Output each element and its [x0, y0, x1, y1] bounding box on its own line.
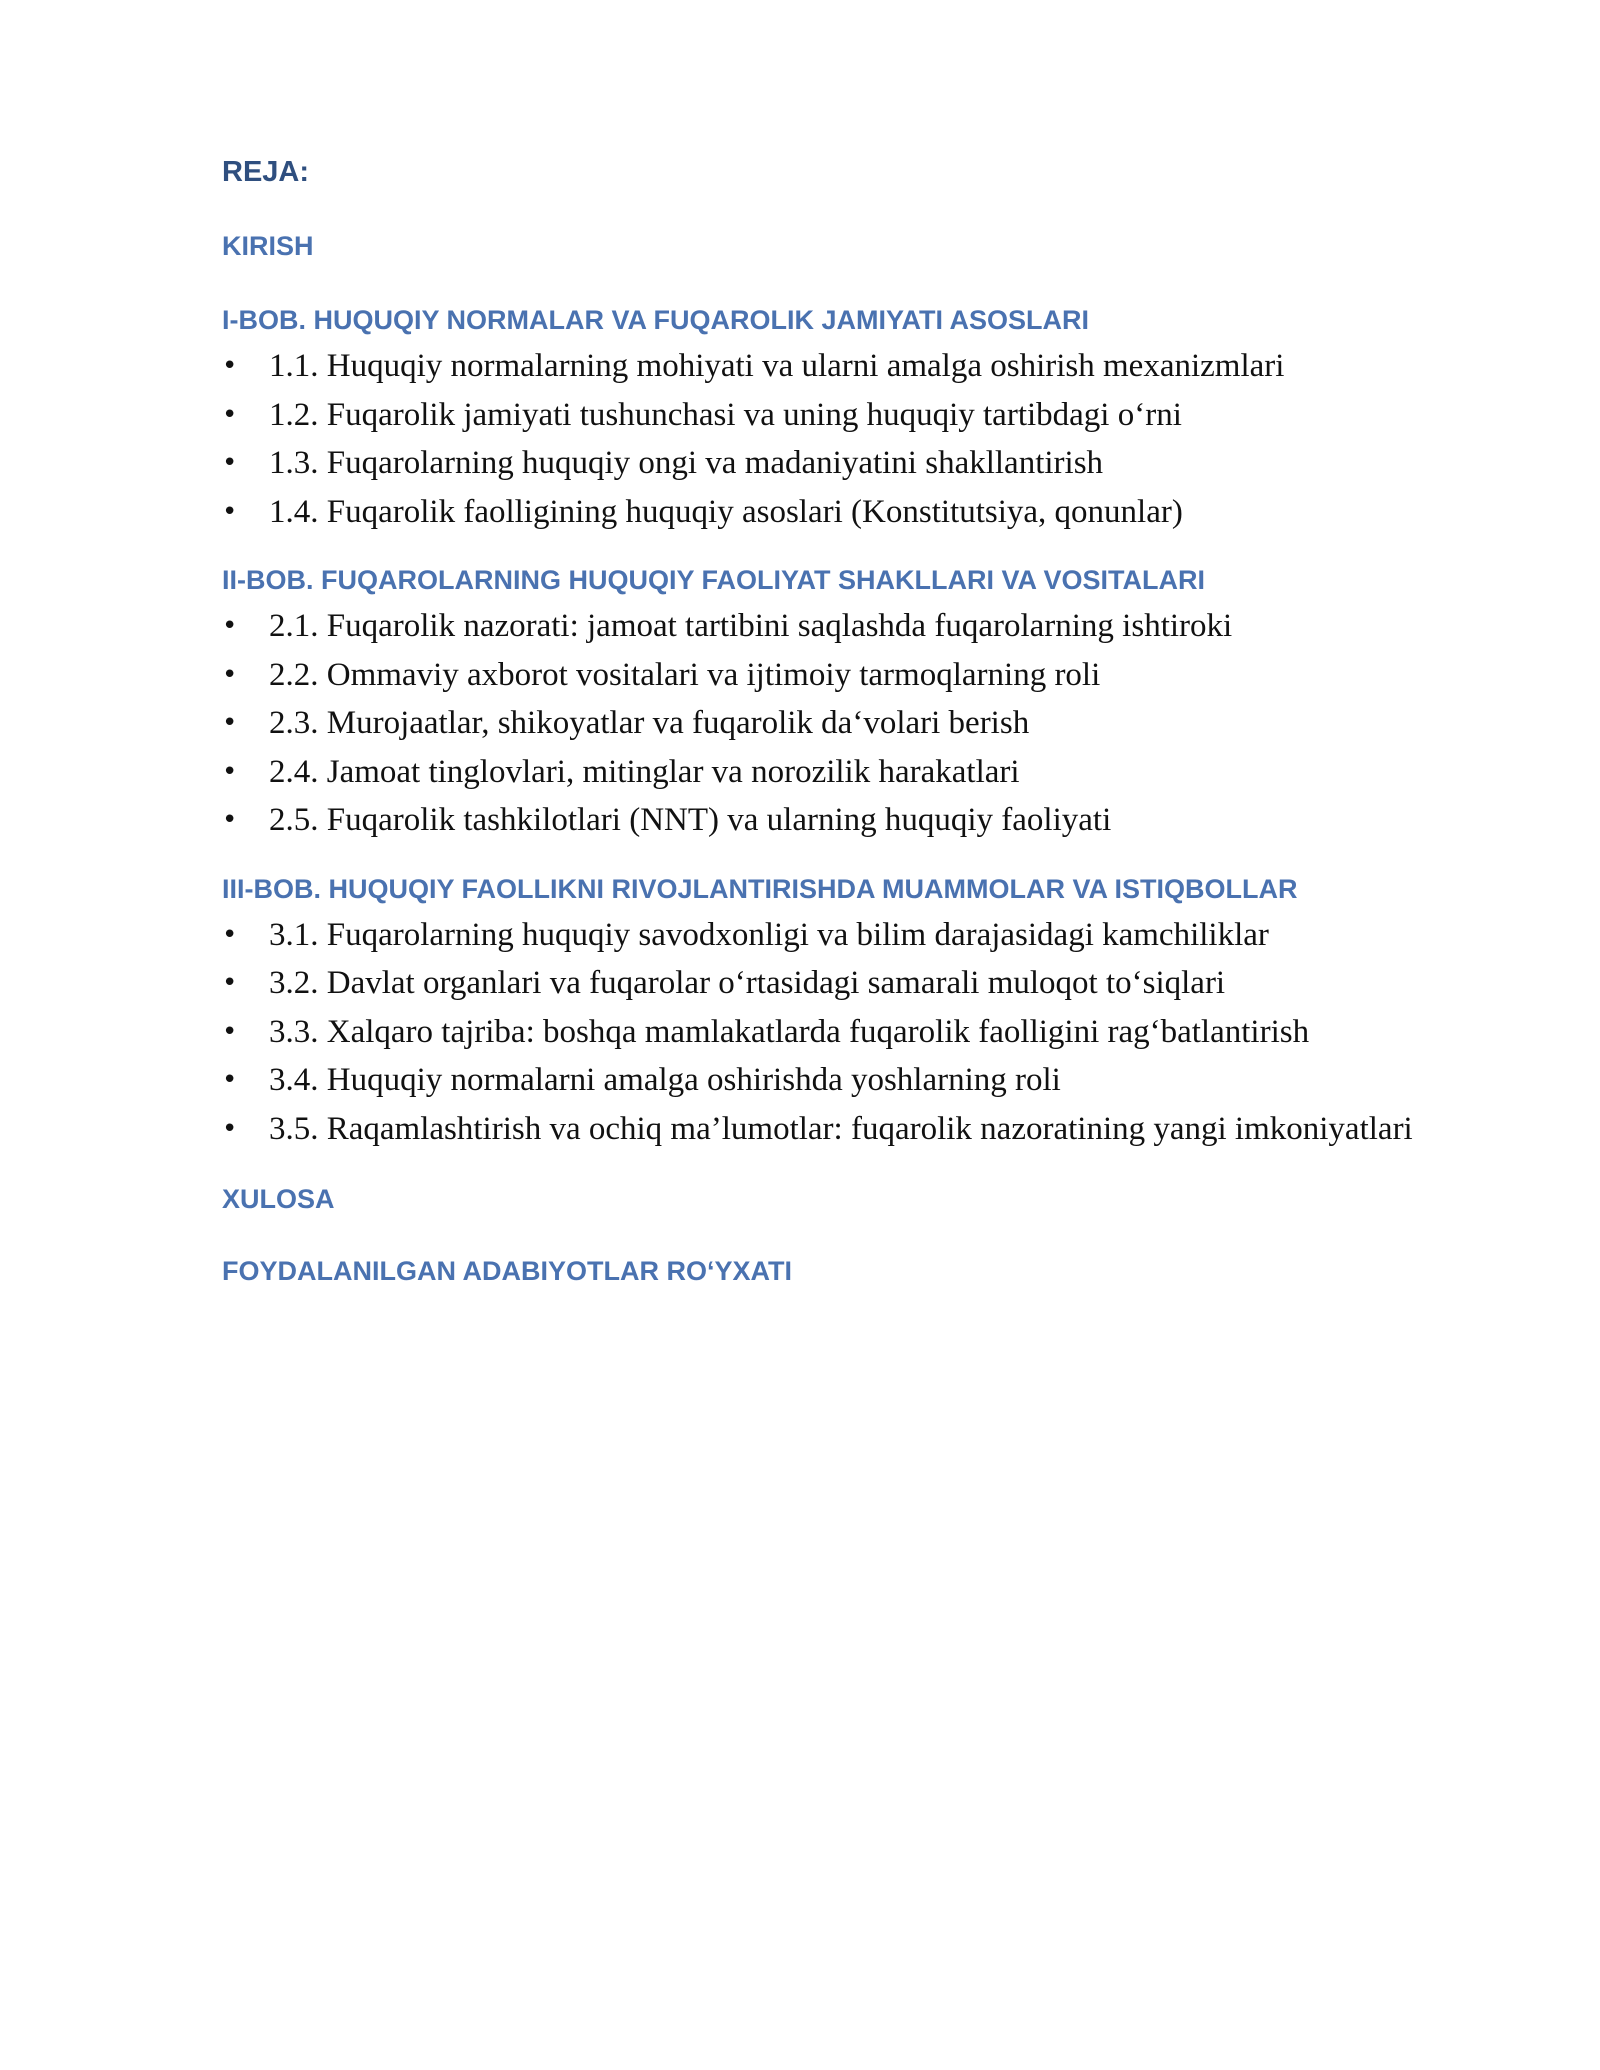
- list-item: [222, 748, 1452, 797]
- chapter-2-heading: II-BOB. FUQAROLARNING HUQUQIY FAOLIYAT SHAKLLARI VA VOSITALARI: [222, 565, 1206, 595]
- list-item: [222, 1056, 1452, 1105]
- list-item: [222, 699, 1452, 748]
- list-item: [222, 911, 1452, 960]
- list-item-text: 2.5. Fuqarolik tashkilotlari (NNT) va ularning huquqiy faoliyati: [269, 802, 1112, 838]
- heading-introduction: KIRISH: [222, 231, 314, 261]
- list-item-text: 3.1. Fuqarolarning huquqiy savodxonligi va bilim darajasidagi kamchiliklar: [269, 916, 1269, 953]
- list-item: [222, 391, 1452, 440]
- bullet-icon: •: [222, 708, 238, 738]
- bullet-icon: •: [222, 659, 238, 690]
- list-item: [222, 1105, 1452, 1154]
- list-item: [222, 1008, 1452, 1057]
- list-item-text: 3.2. Davlat organlari va fuqarolar o‘rtasidagi samarali muloqot to‘siqlari: [269, 965, 1226, 1001]
- document-content: [222, 150, 1452, 1291]
- list-item: [222, 796, 1452, 845]
- list-item-text: 3.5. Raqamlashtirish va ochiq ma’lumotlar: fuqarolik nazoratining yangi imkoniyatlari: [269, 1110, 1413, 1147]
- bullet-icon: •: [222, 496, 238, 527]
- bullet-icon: •: [222, 756, 238, 787]
- heading-references: FOYDALANILGAN ADABIYOTLAR RO‘YXATI: [222, 1256, 792, 1286]
- list-item: [222, 342, 1452, 391]
- bullet-icon: •: [222, 1016, 238, 1047]
- chapter-3-list: [222, 911, 1452, 1154]
- chapter-1-heading: I-BOB. HUQUQIY NORMALAR VA FUQAROLIK JAMIYATI ASOSLARI: [222, 305, 1090, 335]
- bullet-icon: •: [222, 351, 238, 381]
- list-item-text: 2.4. Jamoat tinglovlari, mitinglar va norozilik harakatlari: [269, 753, 1020, 790]
- list-item: [222, 959, 1452, 1008]
- list-item-text: 1.2. Fuqarolik jamiyati tushunchasi va uning huquqiy tartibdagi o‘rni: [269, 396, 1182, 433]
- list-item: [222, 488, 1452, 537]
- bullet-icon: •: [222, 1065, 238, 1095]
- chapter-2-list: [222, 602, 1452, 845]
- bullet-icon: •: [222, 399, 238, 430]
- list-item-text: 1.4. Fuqarolik faolligining huquqiy asoslari (Konstitutsiya, qonunlar): [269, 493, 1183, 530]
- bullet-icon: •: [222, 1113, 238, 1144]
- list-item-text: 2.2. Ommaviy axborot vositalari va ijtimoiy tarmoqlarning roli: [269, 656, 1101, 693]
- list-item: [222, 651, 1452, 700]
- list-item-text: 1.1. Huquqiy normalarning mohiyati va ularni amalga oshirish mexanizmlari: [269, 348, 1285, 384]
- heading-conclusion: XULOSA: [222, 1184, 335, 1214]
- bullet-icon: •: [222, 968, 238, 998]
- plan-title: REJA:: [222, 156, 310, 188]
- list-item: [222, 439, 1452, 488]
- bullet-icon: •: [222, 805, 238, 835]
- list-item: [222, 602, 1452, 651]
- chapter-3-heading: III-BOB. HUQUQIY FAOLLIKNI RIVOJLANTIRISHDA MUAMMOLAR VA ISTIQBOLLAR: [222, 873, 1298, 904]
- chapter-1-list: [222, 342, 1452, 536]
- list-item-text: 2.1. Fuqarolik nazorati: jamoat tartibini saqlashda fuqarolarning ishtiroki: [269, 608, 1233, 644]
- list-item-text: 3.3. Xalqaro tajriba: boshqa mamlakatlarda fuqarolik faolligini rag‘batlantirish: [269, 1013, 1310, 1050]
- bullet-icon: •: [222, 611, 238, 641]
- list-item-text: 3.4. Huquqiy normalarni amalga oshirishda yoshlarning roli: [269, 1062, 1061, 1098]
- bullet-icon: •: [222, 448, 238, 478]
- bullet-icon: •: [222, 919, 238, 950]
- list-item-text: 2.3. Murojaatlar, shikoyatlar va fuqarolik da‘volari berish: [269, 705, 1030, 741]
- list-item-text: 1.3. Fuqarolarning huquqiy ongi va madaniyatini shakllantirish: [269, 445, 1104, 481]
